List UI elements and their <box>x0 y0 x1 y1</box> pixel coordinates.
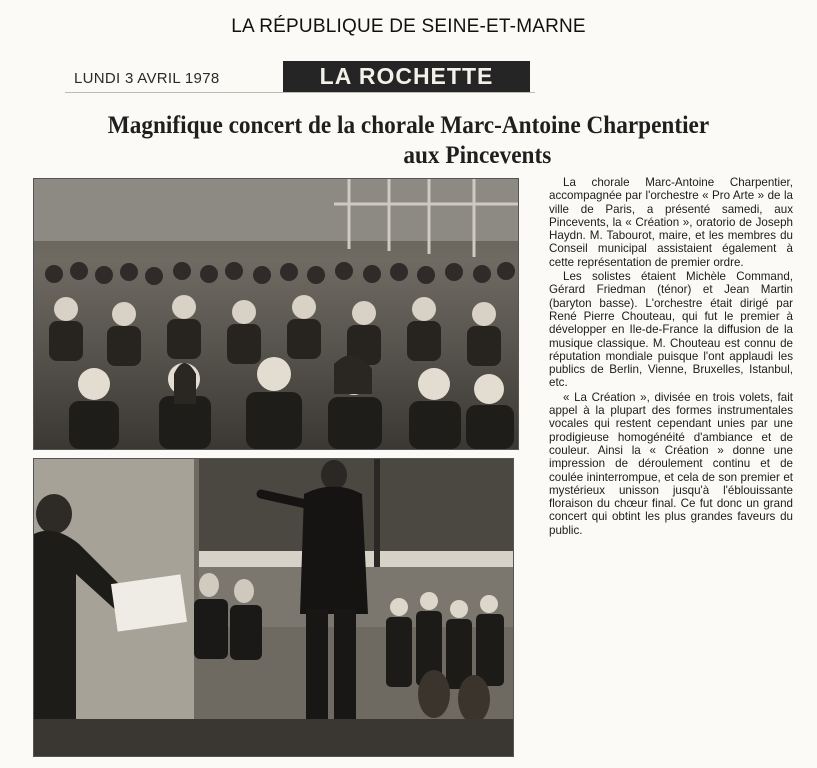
dateline: LUNDI 3 AVRIL 1978 <box>74 70 220 87</box>
orchestra-photo-image <box>34 459 513 756</box>
headline-line-1: Magnifique concert de la chorale Marc-Antoine Charpentier <box>107 112 710 139</box>
article-paragraph: « La Création », divisée en trois volets, fait appel à la plupart des formes instrumentales vocales qui restent cependant unies par une prodigieuse homogénéité d'ambiance et de couleur. Ainsi la « Création » donne une impression de déroulement continu et de coulée ininterrompue, et cela de son premier et mystérieux unisson jusqu'à l'éblouissante floraison du chœur final. Ce fut donc un grand concert qui obtint les plus grandes faveurs du public. <box>549 390 793 537</box>
headline-line-2: aux Pincevents <box>403 142 552 169</box>
article-body <box>549 176 793 538</box>
audience-photo <box>33 178 519 450</box>
headline <box>29 111 789 171</box>
section-banner: LA ROCHETTE <box>283 61 530 92</box>
article-paragraph: La chorale Marc-Antoine Charpentier, accompagnée par l'orchestre « Pro Arte » de la ville de Paris, a présenté samedi, aux Pincevents, la « Création », oratorio de Joseph Haydn. M. Tabourot, maire, et les membres du Conseil municipal assistaient également à cette représentation de premier ordre. <box>549 176 793 269</box>
article-paragraph: Les solistes étaient Michèle Command, Gérard Friedman (ténor) et Jean Martin (baryton basse). L'orchestre était dirigé par René Pierre Chouteau, qui fut le premier à développer en Ile-de-France la diffusion de la musique classique. M. Chouteau est connu de réputation mondiale puisque l'ont applaudi les publics de Berlin, Vienne, Bruxelles, Istanbul, etc. <box>549 270 793 390</box>
audience-photo-image <box>34 179 518 449</box>
orchestra-photo <box>33 458 514 757</box>
header-divider <box>65 92 535 93</box>
newspaper-masthead: LA RÉPUBLIQUE DE SEINE-ET-MARNE <box>231 16 586 37</box>
